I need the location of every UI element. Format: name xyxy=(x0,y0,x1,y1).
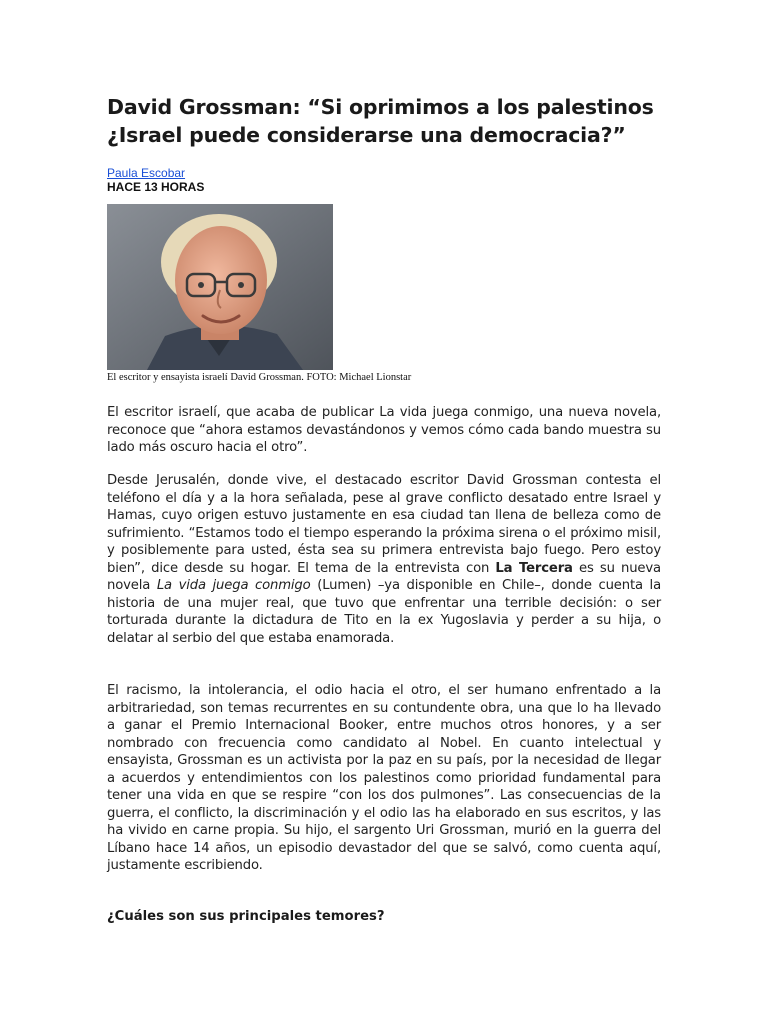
title-line-2: ¿Israel puede considerarse una democracia?” xyxy=(107,123,626,147)
author-link[interactable]: Paula Escobar xyxy=(107,166,186,180)
book-title: La vida juega conmigo xyxy=(156,578,311,593)
paragraph-2-part-3: (Lumen) –ya disponible en Chile–, donde cuenta la historia de una mujer real, que tuvo que enfrentar una terrible decisión: o ser torturada durante la dictadura de Tito en la ex Yugoslavia y perder a su hija, o delatar al serbio del que estaba enamorada. xyxy=(107,578,661,646)
newspaper-name: La Tercera xyxy=(495,560,573,576)
article-title xyxy=(107,93,667,149)
author-photo xyxy=(107,204,333,370)
photo-caption: El escritor y ensayista israelí David Grossman. FOTO: Michael Lionstar xyxy=(107,372,412,383)
paragraph-2-part-2: es su nueva novela xyxy=(107,560,661,593)
paragraph-2 xyxy=(107,472,661,647)
title-line-1: David Grossman: “Si oprimimos a los palestinos xyxy=(107,95,654,119)
publish-date: HACE 13 HORAS xyxy=(107,180,205,194)
section-subheading: ¿Cuáles son sus principales temores? xyxy=(107,909,385,924)
paragraph-1: El escritor israelí, que acaba de publicar La vida juega conmigo, una nueva novela, reconoce que “ahora estamos devastándonos y vemos cómo cada bando muestra su lado más oscuro hacia el otro”. xyxy=(107,405,661,455)
portrait-illustration xyxy=(107,204,333,370)
paragraph-3: El racismo, la intolerancia, el odio hacia el otro, el ser humano enfrentado a la arbitrariedad, son temas recurrentes en su contundente obra, una que lo ha llevado a ganar el Premio Internacional Booker, entre muchos otros honores, y a ser nombrado con frecuencia como candidato al Nobel. En cuanto intelectual y ensayista, Grossman es un activista por la paz en su país, por la necesidad de llegar a acuerdos y entendimientos con los palestinos como prioridad fundamental para tener una vida en que se respire “con los dos pulmones”. Las consecuencias de la guerra, el conflicto, la discriminación y el odio las ha elaborado en sus escritos, y las ha vivido en carne propia. Su hijo, el sargento Uri Grossman, murió en la guerra del Líbano hace 14 años, un episodio devastador del que se salvó, como cuenta aquí, justamente escribiendo. xyxy=(107,683,661,873)
paragraph-2-part-1: Desde Jerusalén, donde vive, el destacado escritor David Grossman contesta el teléfono el día y a la hora señalada, pese al grave conflicto desatado entre Israel y Hamas, cuyo origen estuvo justamente en esa ciudad tan llena de belleza como de sufrimiento. “Estamos todo el tiempo esperando la próxima sirena o el próximo misil, y posiblemente para usted, ésta sea su primera entrevista bajo fuego. Pero estoy bien”, dice desde su hogar. El tema de la entrevista con xyxy=(107,473,661,576)
